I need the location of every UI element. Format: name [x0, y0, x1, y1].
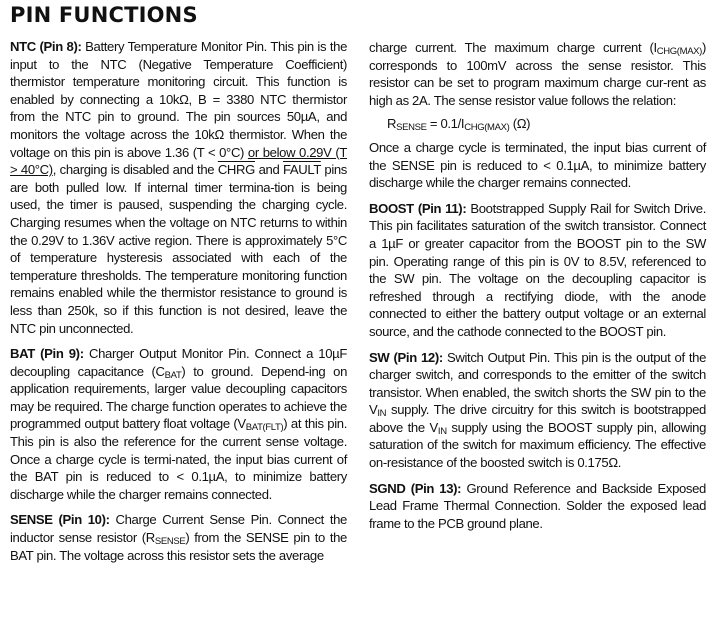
subscript: CHG(MAX) [464, 122, 510, 134]
subscript: IN [377, 408, 387, 420]
formula-unit: (Ω) [509, 116, 531, 132]
pin-sense-termination [369, 139, 706, 192]
pin-boost-description [369, 200, 706, 341]
fault-signal: FAULT [282, 162, 321, 178]
text: Bootstrapped Supply Rail for Switch Drive. This pin facilitates saturation of the switch transistor. Connect a 1µF or greater capacitor from the BOOST pin to the SW pin. Operating range of this pin is 0V to 8.5V, referenced to the SW pin. The voltage on the decoupling capacitor is refreshed through a rectifying diode, with the anode connected to either the battery output voltage or an external source, and the cathode connected to the BOOST pin. [369, 200, 706, 339]
subscript: IN [437, 425, 447, 437]
text: ) corresponds to 100mV across the sense resistor. This resistor can be set to program maximum charge cur-rent as high as 2A. The sense resistor value follows the relation: [369, 40, 706, 108]
formula-r: R [387, 116, 397, 132]
page-title: PIN FUNCTIONS [10, 3, 198, 27]
pin-sgnd-description [369, 480, 706, 533]
chrg-signal: CHRG [217, 162, 255, 178]
pin-sense-description [10, 511, 347, 564]
sense-formula [387, 115, 706, 133]
pin-sense-name: SENSE (Pin 10): [10, 512, 110, 528]
text: and [254, 162, 283, 178]
text: Battery Temperature Monitor Pin. This pin is the input to the NTC (Negative Temperature Coefficient) thermistor temperature monitoring circuit. This function is enabled by connecting a 10kΩ, B = 3380 NTC thermistor from the NTC pin to ground. The pin sources 50µA, and monitors the voltage across the 10kΩ thermistor. When the voltage on this pin is above 1.36 (T < 0°C) [10, 39, 347, 160]
text: ) to ground. Depend-ing on application requirements, larger value decoupling capacitors may be required. The charge function operates to achieve the programmed output battery float voltage (V [10, 363, 348, 432]
formula-mid: = 0.1/I [426, 116, 465, 132]
subscript: CHG(MAX) [656, 46, 702, 57]
text: charge current. The maximum charge current (I [369, 40, 657, 55]
pin-sw-name: SW (Pin 12): [369, 349, 443, 365]
text: Once a charge cycle is terminated, the input bias current of the SENSE pin is reduced to < 0.1µA, to minimize battery discharge while the charger remains connected. [369, 139, 706, 191]
text [369, 40, 706, 108]
subscript: SENSE [154, 536, 186, 548]
text: pins are both pulled low. If internal timer termina-tion is being used, the timer is paused, suspending the charging cycle. Charging resumes when the voltage on NTC returns to within the 0.29V to 1.36V active region. There is approximately 5°C of temperature hysteresis associated with each of the temperature thresholds. The temperature monitoring function remains enabled while the thermistor resistance to ground is less than 250k, so if this function is not desired, leave the NTC pin unconnected. [10, 162, 348, 336]
pin-ntc-description [10, 38, 347, 337]
text: ) at this pin. This pin is also the reference for the current sense voltage. Once a charge cycle is termi-nated, the input bias current of the BAT pin is reduced to < 0.1µA, to minimize battery discharge while the charger remains connected. [10, 416, 348, 502]
right-column [369, 39, 706, 540]
pin-bat-description [10, 345, 347, 503]
text: Switch Output Pin. This pin is the output of the charger switch, and corresponds to the emitter of the switch transistor. When enabled, the switch shorts the SW pin to the V [369, 349, 707, 418]
subscript: BAT(FLT) [245, 422, 284, 434]
pin-sense-continued [369, 39, 706, 109]
pin-sw-description [369, 349, 706, 472]
text: supply using the BOOST supply pin, allowing saturation of the switch for maximum efficiency. The effective on-resistance of the boosted switch is 0.175Ω. [369, 419, 706, 471]
subscript: SENSE [396, 122, 427, 134]
pin-ntc-name: NTC (Pin 8): [10, 39, 82, 54]
text: ) from the SENSE pin to the BAT pin. The voltage across this resistor sets the average [10, 530, 347, 563]
pin-boost-name: BOOST (Pin 11): [369, 200, 467, 216]
subscript: BAT [164, 369, 182, 381]
text: Charger Output Monitor Pin. Connect a 10µF decoupling capacitance (C [10, 346, 347, 379]
pin-sgnd-name: SGND (Pin 13): [369, 480, 462, 496]
text: Charge Current Sense Pin. Connect the inductor sense resistor (R [10, 512, 347, 546]
text: Ground Reference and Backside Exposed Lead Frame Thermal Connection. Solder the exposed lead frame to the PCB ground plane. [369, 480, 706, 531]
text: , charging is disabled and the [52, 162, 218, 178]
text: supply. The drive circuitry for this switch is bootstrapped above the V [369, 402, 706, 435]
left-column [10, 38, 347, 564]
text-underlined: or below 0.29V (T > 40°C) [10, 144, 347, 178]
pin-bat-name: BAT (Pin 9): [10, 346, 84, 362]
